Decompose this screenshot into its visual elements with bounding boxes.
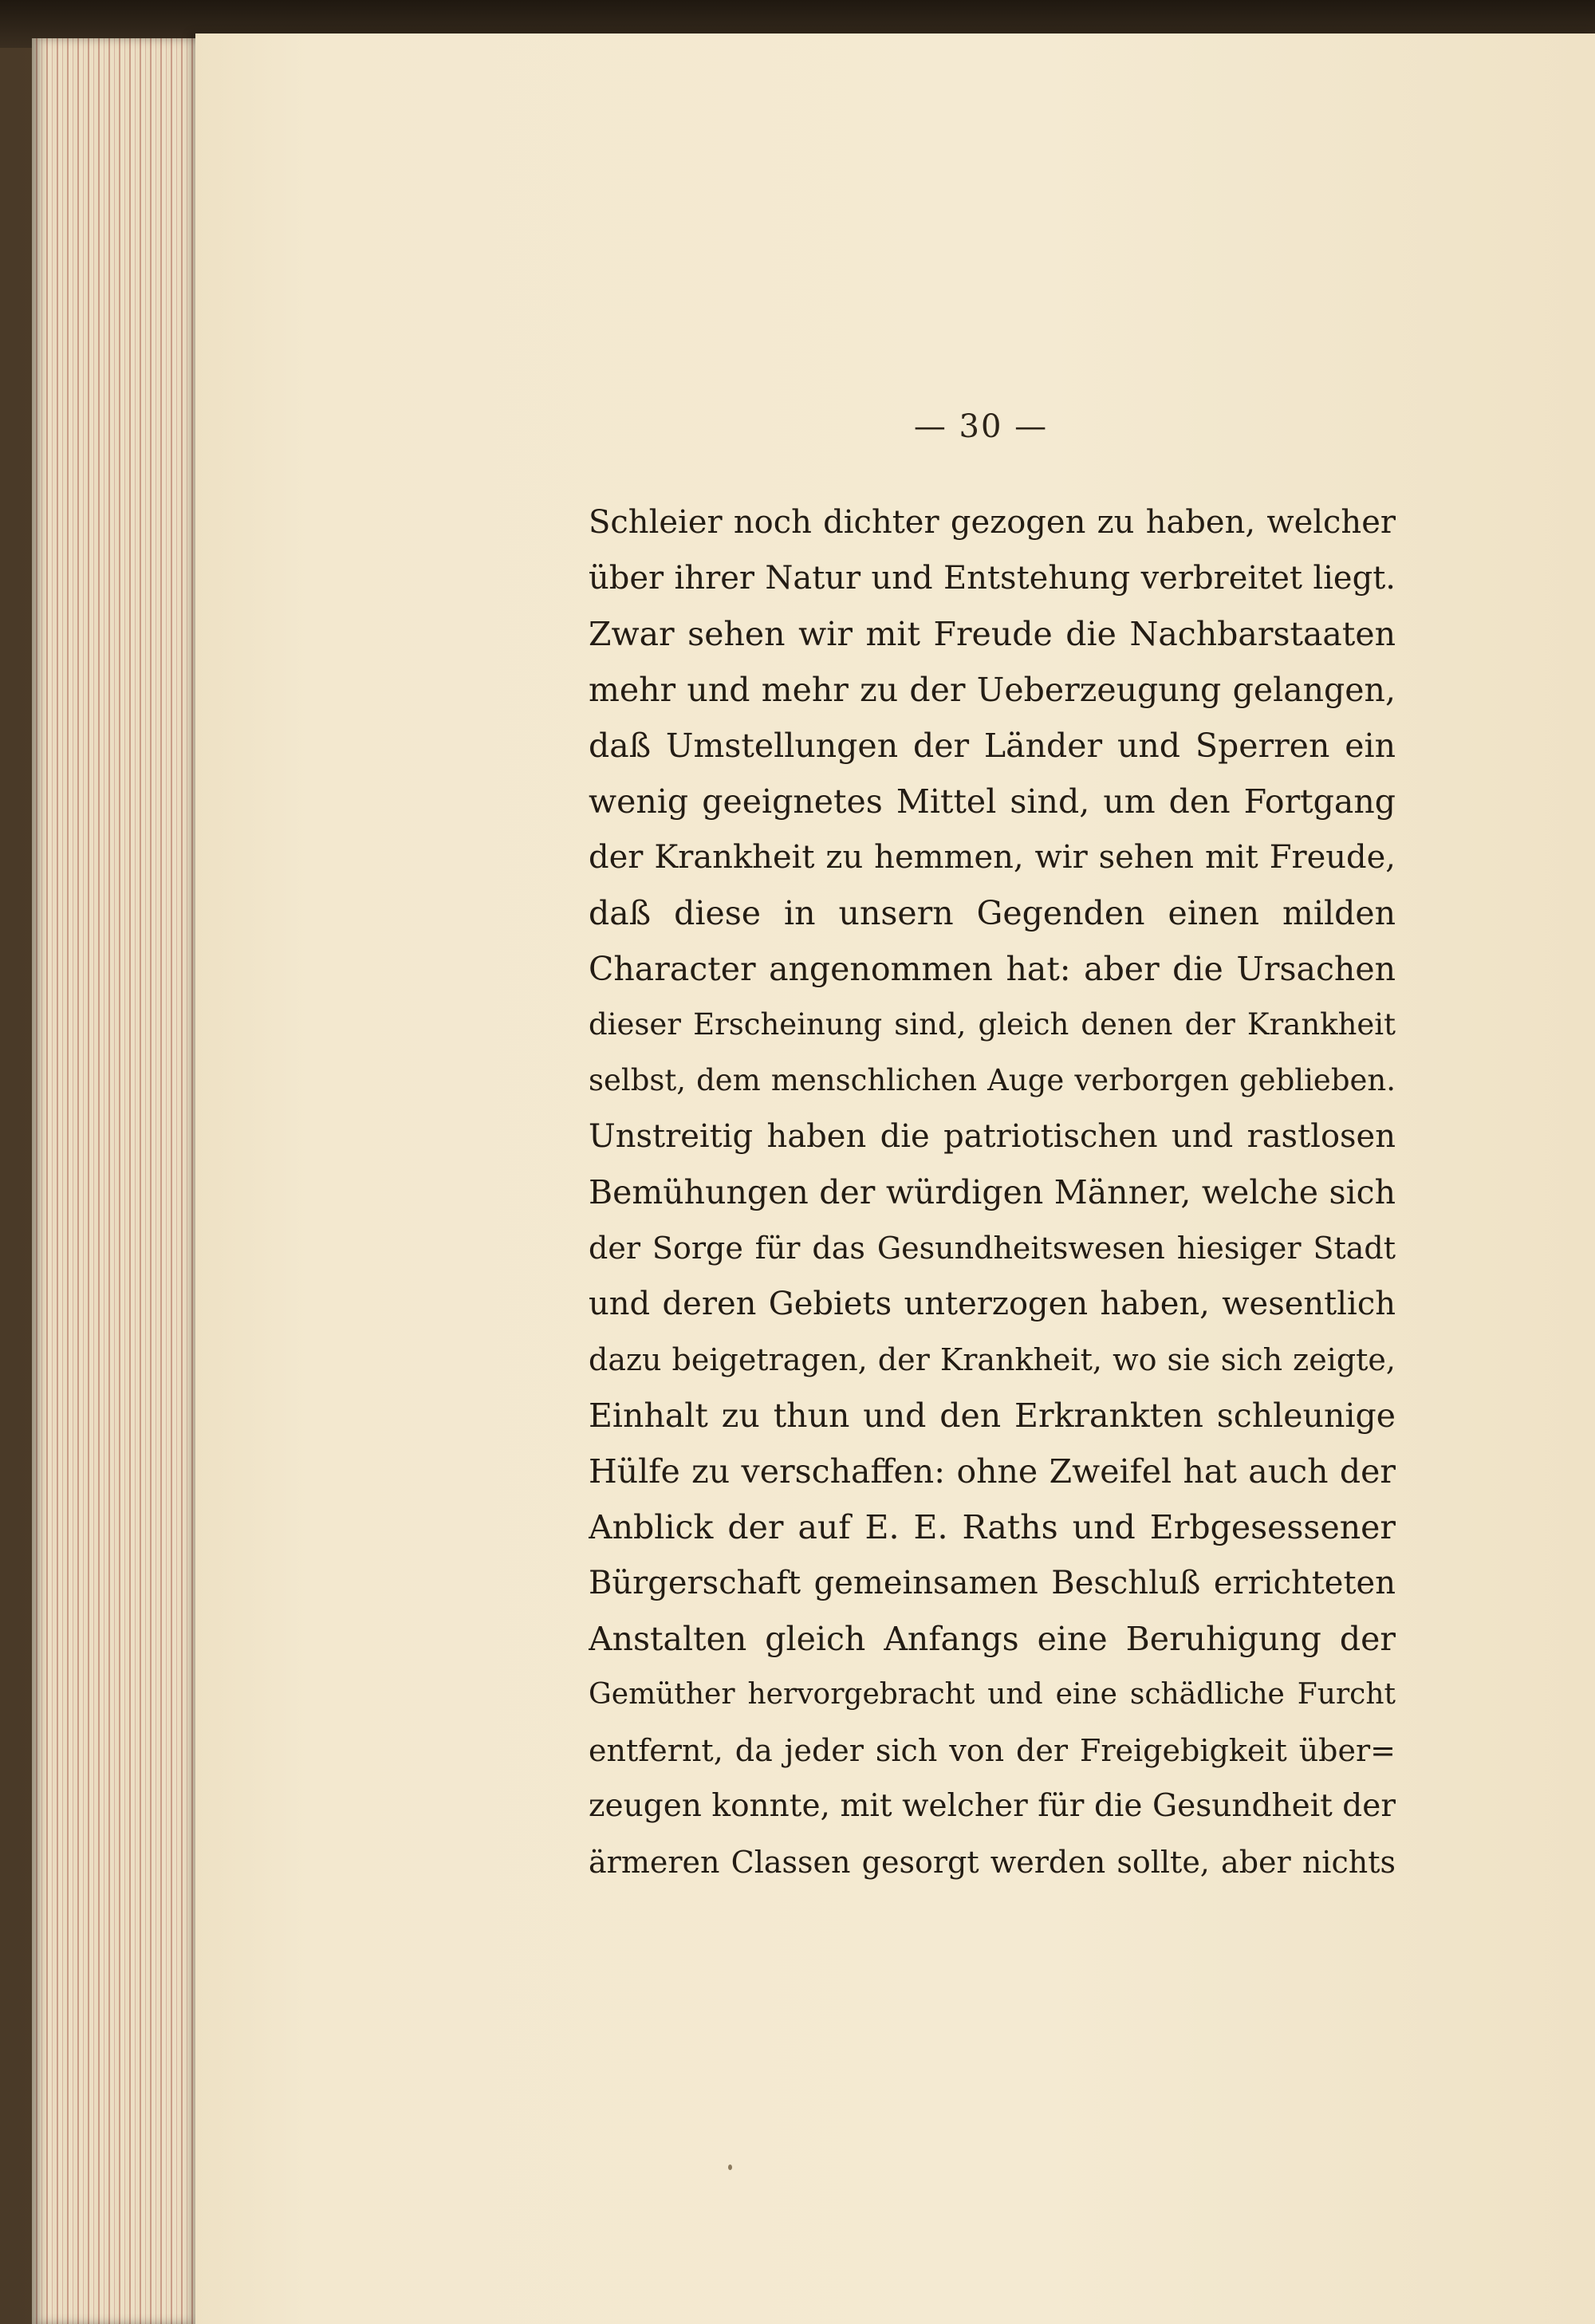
text-line: Bemühungen der würdigen Männer, welche sich	[589, 1173, 1396, 1211]
text-line: Hülfe zu verschaffen: ohne Zweifel hat auch der	[589, 1452, 1396, 1491]
text-line: Character angenommen hat: aber die Ursachen	[589, 950, 1396, 988]
text-line: über ihrer Natur und Entstehung verbreitet liegt.	[589, 560, 1396, 597]
text-line: wenig geeignetes Mittel sind, um den Fortgang	[589, 782, 1396, 821]
text-line: ärmeren Classen gesorgt werden sollte, aber nichts	[589, 1845, 1396, 1880]
text-line: Gemüther hervorgebracht und eine schädliche Furcht	[589, 1678, 1396, 1711]
text-line: Bürgerschaft gemeinsamen Beschluß errichteten	[589, 1565, 1396, 1601]
page-edges	[32, 38, 207, 2324]
text-line: Zwar sehen wir mit Freude die Nachbarstaaten	[589, 615, 1396, 653]
text-line: Anstalten gleich Anfangs eine Beruhigung der	[589, 1620, 1396, 1658]
page-number: — 30 —	[913, 408, 1049, 445]
text-line: dazu beigetragen, der Krankheit, wo sie sich zeigte,	[589, 1342, 1396, 1377]
text-line: Unstreitig haben die patriotischen und rastlosen	[589, 1118, 1396, 1155]
paper-speck	[728, 2164, 732, 2170]
body-text	[589, 494, 1396, 1890]
text-line: der Krankheit zu hemmen, wir sehen mit Freude,	[589, 839, 1396, 876]
text-line: entfernt, da jeder sich von der Freigebigkeit über=	[589, 1733, 1396, 1768]
text-line: Einhalt zu thun und den Erkrankten schleunige	[589, 1396, 1396, 1435]
text-line: selbst, dem menschlichen Auge verborgen geblieben.	[589, 1063, 1396, 1097]
text-line: dieser Erscheinung sind, gleich denen der Krankheit	[589, 1007, 1396, 1042]
text-line: Schleier noch dichter gezogen zu haben, welcher	[589, 504, 1396, 541]
text-line: daß Umstellungen der Länder und Sperren ein	[589, 727, 1396, 765]
text-line: zeugen konnte, mit welcher für die Gesundheit der	[589, 1788, 1396, 1824]
text-line: daß diese in unsern Gegenden einen milden	[589, 894, 1396, 932]
text-line: Anblick der auf E. E. Raths und Erbgesessener	[589, 1508, 1396, 1546]
text-line: mehr und mehr zu der Ueberzeugung gelangen,	[589, 671, 1396, 709]
text-line: und deren Gebiets unterzogen haben, wesentlich	[589, 1286, 1396, 1322]
text-line: der Sorge für das Gesundheitswesen hiesiger Stadt	[589, 1231, 1396, 1266]
